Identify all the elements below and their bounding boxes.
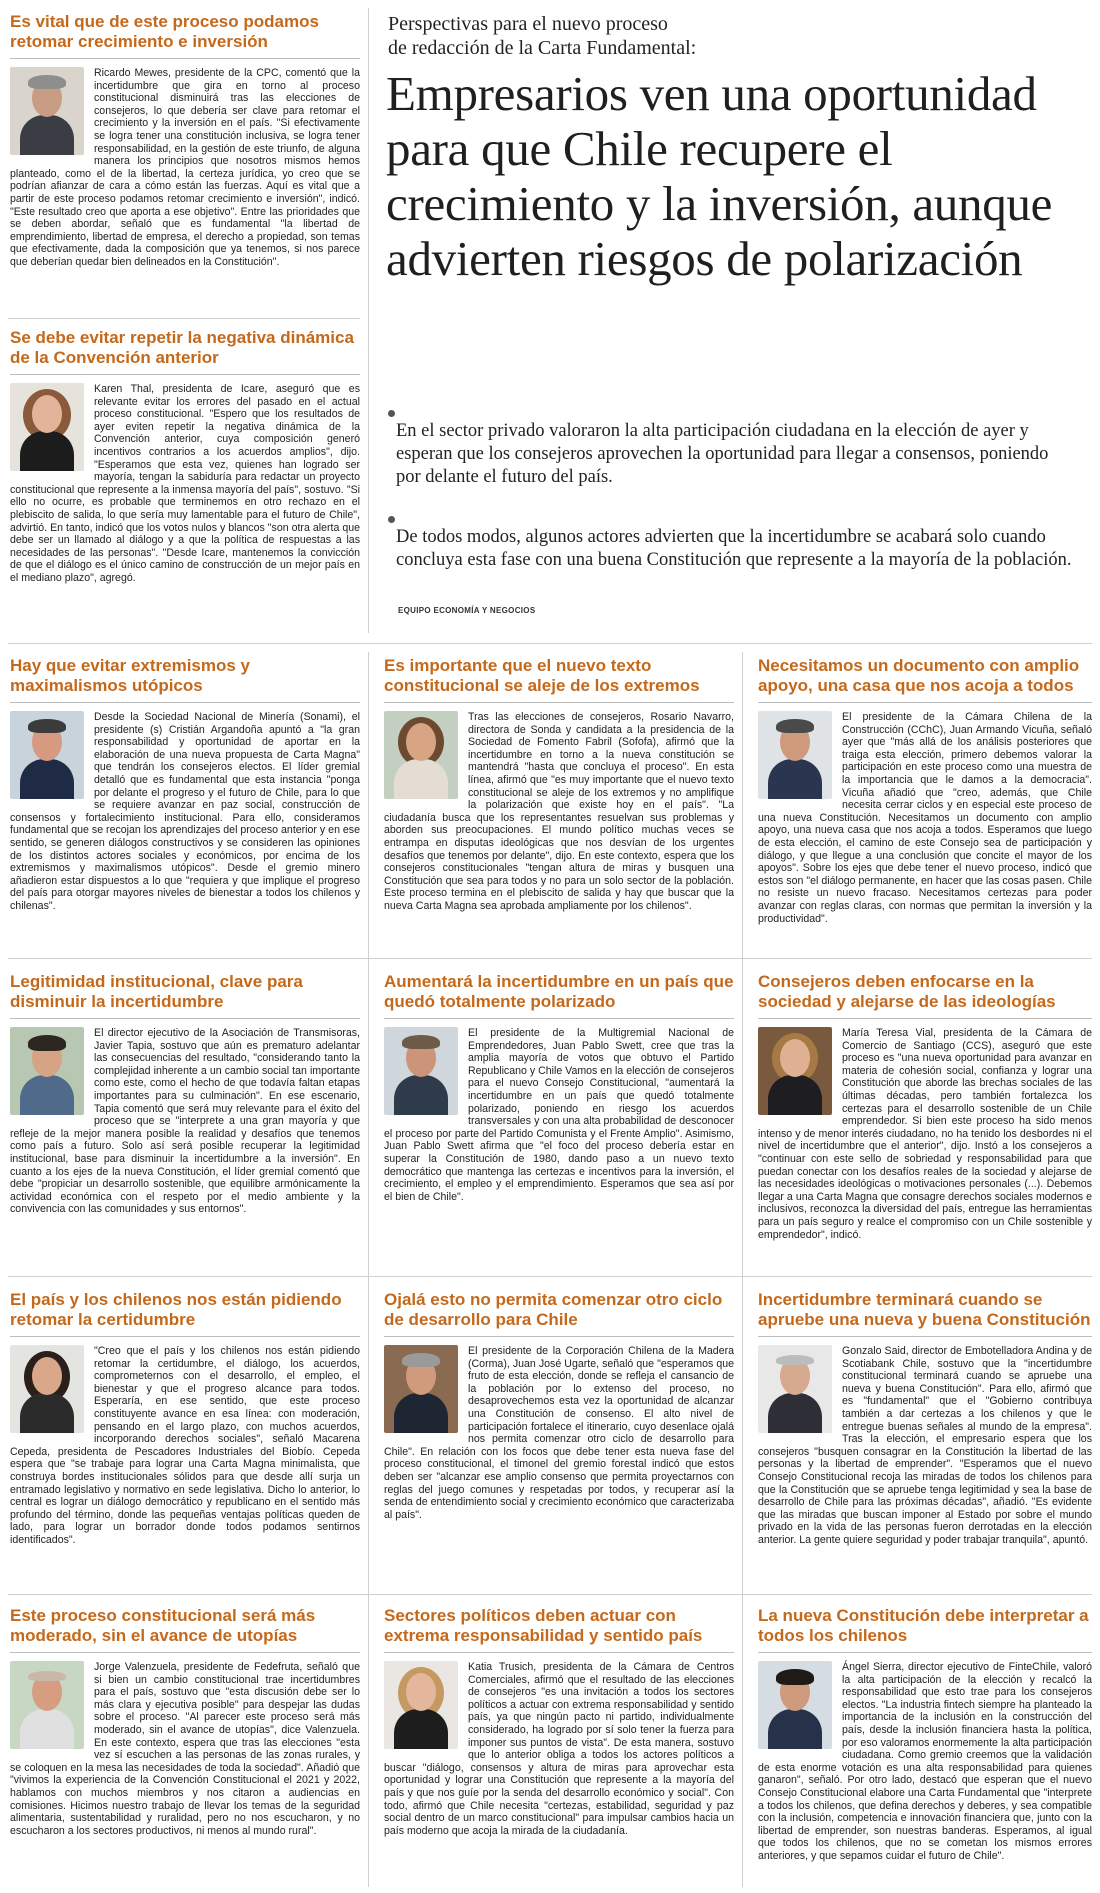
title-rule — [384, 1652, 734, 1653]
title-rule — [10, 1018, 360, 1019]
title-rule — [758, 702, 1092, 703]
story-text: Katia Trusich, presidenta de la Cámara de Centros Comerciales, afirmó que el resultado de las elecciones de consejeros "es una invitación a todos los sectores políticos a actuar con extrema responsabilidad y sentido país, ya que ningún pacto ni partido, individualmente considerado, ha logrado por sí solo tener la fuerza para imponer sus puntos de vista". De esta manera, sostuvo que lo anterior obliga a todos los actores políticos a buscar "diálogo, consensos y altura de miras para aprovechar esta oportunidad y lograr una Constitución que represente a la mayoría del país y que nos guíe por la senda del desarrollo económico y social". Con todo, afirmó que Chile necesita "certezas, estabilidad, seguridad y paz social dentro de un marco constitucional" para impulsar cambios hacia un país moderno que acoja la mirada de la ciudadanía. — [384, 1661, 734, 1837]
story — [384, 1606, 734, 1890]
row-divider — [8, 1594, 1092, 1595]
title-rule — [758, 1018, 1092, 1019]
deck-1: En el sector privado valoraron la alta participación ciudadana en la elección de ayer y esperan que los consejeros aprovechen la oportunidad para llegar a consensos, poniendo por delante el futuro del país. — [396, 421, 1049, 487]
story — [758, 1606, 1092, 1890]
column-divider — [368, 652, 369, 1887]
story — [758, 1290, 1092, 1588]
story-title: Sectores políticos deben actuar con extrema responsabilidad y sentido país — [384, 1606, 703, 1645]
story — [384, 656, 734, 952]
title-rule — [758, 1336, 1092, 1337]
story — [10, 972, 360, 1270]
story-title: Ojalá esto no permita comenzar otro ciclo de desarrollo para Chile — [384, 1290, 723, 1329]
kicker-line-2: de redacción de la Carta Fundamental: — [388, 37, 697, 59]
story — [10, 656, 360, 952]
kicker-line-1: Perspectivas para el nuevo proceso — [388, 13, 668, 35]
story — [10, 12, 360, 312]
story-text: El director ejecutivo de la Asociación de Transmisoras, Javier Tapia, sostuvo que aún es prematuro adelantar las consecuencias del resultado, "considerando tanto la complejidad inherente a un cambio social tan importante como este, como el hecho de que todavía faltan etapas importantes para su culminación". En ese escenario, Tapia comentó que será muy relevante para el éxito del proceso que se "interprete a una gran mayoría y que refleje de la mejor manera posible la realidad y desafíos que tenemos como país a futuro. Solo así será posible recuperar la legitimidad institucional, base para disminuir la incertidumbre a la inversión". En cuanto a los ejes de la nueva Constitución, el líder gremial comentó que debe "propiciar un desarrollo sostenible, que equilibre armónicamente la actividad económica con el respeto por el medio ambiente y la convivencia con las comunidades y sus entornos". — [10, 1027, 360, 1216]
column-divider — [368, 8, 369, 633]
portrait-photo — [758, 1345, 832, 1433]
story-text: Desde la Sociedad Nacional de Minería (Sonami), el presidente (s) Cristián Argandoña apuntó a "la gran responsabilidad y oportunidad de aportar en la elaboración de una nueva propuesta de Carta Magna" que tendrán los consejeros electos. El líder gremial detalló que es fundamental que esta instancia "ponga por delante el progreso y el futuro de Chile, para lo que se requiere avanzar en paz social, construcción de consensos y fortalecimiento institucional. Para ello, consideramos fundamental que se recojan los aprendizajes del proceso anterior y en ese sentido, se generen diálogos constructivos y se consideren las opiniones de los distintos actores sociales y económicos, por encima de los extremismos y maximalismos utópicos". Desde el gremio minero añadieron estar dispuestos a lo que "requiera y que implique el progreso del país para otorgar mayores niveles de bienestar a todos los chilenos y chilenas". — [10, 711, 360, 912]
story-text: Ángel Sierra, director ejecutivo de FinteChile, valoró la alta participación de la elección y recalcó la responsabilidad que esto trae para los consejeros electos. "La industria fintech siempre ha planteado la importancia de la inclusión en la construcción del país, desde la inclusión financiera hasta la política, por eso valoramos enormemente la alta participación ciudadana. Como gremio creemos que la validación de esta enorme votación es una alta responsabilidad para quienes ganaron", señaló. Por otro lado, destacó que esperan que el nuevo Consejo Constitucional elabore una Carta Fundamental que "interprete a todos los chilenos, que defina derechos y deberes, y sea compatible con la inclusión, competencia e innovación financiera que, junto con la libertad de emprender, son nuestras banderas. Esperamos, al igual que todos los chilenos, que no se cometan los mismos errores anteriores, y que sepamos cuidar el futuro de Chile". — [758, 1661, 1092, 1862]
story — [384, 1290, 734, 1588]
title-rule — [10, 1652, 360, 1653]
portrait-photo — [10, 67, 84, 155]
story-text: El presidente de la Multigremial Nacional de Emprendedores, Juan Pablo Swett, cree que tras la amplia mayoría de votos que obtuvo el Partido Republicano y Chile Vamos en la elección de consejeros para el nuevo Consejo Constitucional, "aumentará la incertidumbre en un país que quedó totalmente polarizado, poniendo en riesgo los acuerdos transversales y con una alta probabilidad de desconocer el proceso por parte del Partido Comunista y el Frente Amplio". Asimismo, Juan Pablo Swett afirma que "el foco del proceso debería estar en superar la Constitución de 1980, dando paso a un nuevo texto democrático que mantenga las certezas e incentivos para la inversión, el crecimiento, el empleo y el emprendimiento. Esperamos que sea así por el bien de Chile". — [384, 1027, 734, 1203]
row-divider — [8, 958, 1092, 959]
row-divider — [8, 318, 360, 319]
portrait-photo — [10, 1661, 84, 1749]
headline: Empresarios ven una oportunidad para que Chile recupere el crecimiento y la inversión, aunque advierten riesgos de polarización — [386, 66, 1053, 286]
story-title: Es importante que el nuevo texto constitucional se aleje de los extremos — [384, 656, 700, 695]
portrait-photo — [10, 383, 84, 471]
story-title: Legitimidad institucional, clave para disminuir la incertidumbre — [10, 972, 303, 1011]
story-title: La nueva Constitución debe interpretar a todos los chilenos — [758, 1606, 1089, 1645]
story-title: Incertidumbre terminará cuando se apruebe una nueva y buena Constitución — [758, 1290, 1091, 1329]
story — [10, 328, 360, 638]
portrait-photo — [10, 1345, 84, 1433]
title-rule — [10, 702, 360, 703]
portrait-photo — [10, 711, 84, 799]
story-text: Tras las elecciones de consejeros, Rosario Navarro, directora de Sonda y candidata a la presidencia de la Sociedad de Fomento Fabril (Sofofa), afirmó que la incertidumbre en torno a la nueva constitución se mantendrá "hasta que concluya el proceso". En esta línea, afirmó que "es muy importante que el nuevo texto constitucional se aleje de los extremos y no amplifique la polarización que existe hoy en el país". "La ciudadanía busca que los representantes resuelvan sus problemas y aborden sus preocupaciones. El mundo político muchas veces se entrampa en disputas ideológicas que nos desvían de los urgentes desafíos que tenemos por delante", dijo. En este contexto, espera que los consejeros constitucionales "tengan altura de miras y busquen una Constitución que sea para todos y no para un solo sector de la población. Este proceso termina en el plebiscito de salida y hay que buscar que la nueva Carta Magna sea aprobada ampliamente por los chilenos". — [384, 711, 734, 912]
deck-2: De todos modos, algunos actores advierten que la incertidumbre se acabará solo cuando concluya esta fase con una buena Constitución que represente a la mayoría de la población. — [396, 527, 1072, 570]
story-text: Karen Thal, presidenta de Icare, aseguró que es relevante evitar los errores del pasado en el actual proceso constitucional. "Espero que los resultados de ayer eviten repetir la negativa dinámica de la Convención anterior, cuya composición generó incentivos contrarios a los acuerdos amplios", dijo. "Esperamos que esta vez, quienes han logrado ser mayoría, tengan la sabiduría para redactar un proyecto constitucional que represente a la inmensa mayoría del país", sostuvo. "Si ello no ocurre, es probable que terminemos en otro rechazo en el plebiscito de salida, lo que sería muy lamentable para el futuro de Chile", advirtió. En tanto, indicó que los votos nulos y blancos "son otra alerta que debe ser un llamado al diálogo y a que la política de respuestas a las necesidades de las personas". "Desde Icare, mantenemos la convicción de que el diálogo es el único camino de construcción de un mejor país en el mediano plazo", agregó. — [10, 383, 360, 584]
story-text: "Creo que el país y los chilenos nos están pidiendo retomar la certidumbre, el diálogo, los acuerdos, comprometernos con el desarrollo, el empleo, el bienestar y que el progreso alcance para todos. Esperaría, en ese sentido, que este proceso constituyente avance en esa línea: con moderación, pensando en el largo plazo, con muchos acuerdos, incorporando derechos sociales", señaló Macarena Cepeda, presidenta de Pescadores Industriales del Biobío. Cepeda espera que "se trabaje para lograr una Carta Magna minimalista, que construya bordes institucionales sólidos para que desde allí surja un entramado legislativo y normativo en sede legislativa. Dicho lo anterior, lo central es lograr un diálogo democrático y republicano en el sentido más profundo del término, donde las pequeñas ventajas políticas queden de lado, para lograr un borrador donde todos podamos sentirnos identificados". — [10, 1345, 360, 1546]
portrait-photo — [384, 711, 458, 799]
story-title: Hay que evitar extremismos y maximalismos utópicos — [10, 656, 251, 695]
portrait-photo — [758, 1027, 832, 1115]
story-title: Necesitamos un documento con amplio apoyo, una casa que nos acoja a todos — [758, 656, 1080, 695]
story-title: Este proceso constitucional será más moderado, sin el avance de utopías — [10, 1606, 316, 1645]
story-text: Jorge Valenzuela, presidente de Fedefruta, señaló que si bien un cambio constitucional trae incertidumbres para el país, sostuvo que "esta discusión debe ser lo más clara y ejecutiva posible" para despejar las dudas sobre el proceso. "Al parecer este proceso será más moderado, sin el avance de utopías", dice Valenzuela. En este contexto, espera que tras las elecciones "esta vez sí escuchen a las personas de las zonas rurales, y se coloquen en la mesa las necesidades de toda la sociedad". Añadió que "vivimos la experiencia de la Convención Constitucional el 2021 y 2022, hablamos con muchos miembros y nos citaron a audiencias en comisiones. Hicimos nuestro trabajo de llevar los temas de la seguridad alimentaria, sustentabilidad y ruralidad, pero no nos escucharon, y no escucharon a los sectores productivos, ni menos al mundo rural". — [10, 1661, 360, 1837]
title-rule — [384, 1018, 734, 1019]
deck-bullet-2 — [388, 516, 395, 523]
kicker — [388, 12, 1078, 60]
title-rule — [10, 374, 360, 375]
portrait-photo — [384, 1027, 458, 1115]
story — [384, 972, 734, 1270]
portrait-photo — [384, 1345, 458, 1433]
title-rule — [10, 58, 360, 59]
story-text: El presidente de la Corporación Chilena de la Madera (Corma), Juan José Ugarte, señaló que "esperamos que fruto de esta elección, donde se refleja el cansancio de la población por lo extenso del proceso, no desaprovechemos esta vez la oportunidad de alcanzar una Constitución de consenso. El alto nivel de participación fortalece el itinerario, cuyo desenlace ojalá nos permita comenzar otro ciclo de desarrollo para Chile". En relación con los focos que debe tener esta nueva fase del proceso constitucional, el timonel del gremio forestal indicó que estos deben ser "alcanzar ese amplio consenso que permita proyectarnos con reglas del juego comunes y respetadas por todos, y recuperar así la senda de entendimiento social y crecimiento económico que caracterizaba al país". — [384, 1345, 734, 1521]
story — [758, 972, 1092, 1270]
portrait-photo — [758, 711, 832, 799]
title-rule — [10, 1336, 360, 1337]
title-rule — [384, 1336, 734, 1337]
row-divider — [8, 1276, 1092, 1277]
story-text: El presidente de la Cámara Chilena de la Construcción (CChC), Juan Armando Vicuña, señaló ayer que "más allá de los análisis posteriores que traiga esta elección, primero debemos valorar la participación en este proceso como una muestra de la importancia que le damos a la democracia". Vicuña añadió que "creo, además, que Chile necesita cerrar ciclos y en especial este proceso de una nueva Constitución. Necesitamos un documento con amplio apoyo, una nueva casa que nos acoja a todos. Esperamos que luego de esta elección, el camino de este Consejo sea de participación y diálogo, y que llegue a una conclusión que concite el mayor de los apoyos". Sobre los ejes que debe tener el nuevo proceso, indicó que estos son "el diálogo permanente, en hacer que las cosas pasen. Chile no resiste un nuevo fracaso. Necesitamos certezas para poder avanzar con reglas claras, con normas que permitan la inversión y la productividad". — [758, 711, 1092, 925]
portrait-photo — [384, 1661, 458, 1749]
portrait-photo — [758, 1661, 832, 1749]
column-divider — [742, 652, 743, 1887]
story-text: Gonzalo Said, director de Embotelladora Andina y de Scotiabank Chile, sostuvo que la "incertidumbre constitucional terminará cuando se apruebe una nueva y buena Constitución". Para ello, afirmó que es "fundamental" que el "Gobierno contribuya también a dar certezas a los chilenos y que le entregue buenas señales al mundo de la empresa". Tras la elección, el empresario espera que los consejeros "busquen consagrar en la Constitución la libertad de las personas y la libertad de emprender". "Esperamos que el nuevo Consejo Constitucional recoja las miradas de todos los chilenos para que la Constitución que se apruebe tenga legitimidad y sea la base de desarrollo de Chile para las próximas décadas", añadió. "Es evidente que las miradas que buscan imponer al Estado por sobre el mundo privado en la vida de las personas fueron derrotadas en la elección anterior. La gente quiere seguridad y poder trabajar tranquila", apuntó. — [758, 1345, 1092, 1546]
story-title: El país y los chilenos nos están pidiendo retomar la certidumbre — [10, 1290, 342, 1329]
title-rule — [758, 1652, 1092, 1653]
story — [758, 656, 1092, 952]
story-title: Aumentará la incertidumbre en un país que quedó totalmente polarizado — [384, 972, 734, 1011]
byline: EQUIPO ECONOMÍA Y NEGOCIOS — [398, 606, 536, 615]
story — [10, 1606, 360, 1890]
story-text: María Teresa Vial, presidenta de la Cámara de Comercio de Santiago (CCS), aseguró que este proceso es "una nueva oportunidad para avanzar en materia de cohesión social, confianza y lograr una Constitución que aborde las brechas sociales de las últimas décadas, pero también fortalezca los certezas para el desarrollo sostenible de un Chile emprendedor. Si bien este proceso ha sido menos intenso y de menor interés ciudadano, no ha tenido los desbordes ni el nivel de incertidumbre que el anterior", dijo. Instó a los consejeros a "continuar con este sello de sobriedad y responsabilidad para que puedan conectar con los desafíos reales de la sociedad y alejarse de las necesidades ideológicas o motivaciones personales (...). Debemos llegar a una Carta Magna que consagre derechos sociales modernos e inclusivos, reconozca la diversidad del país, entregue las herramientas para un país seguro y realce el compromiso con un Chile sostenible y emprendedor", indicó. — [758, 1027, 1092, 1241]
story — [10, 1290, 360, 1588]
deck-bullet-1 — [388, 410, 395, 417]
portrait-photo — [10, 1027, 84, 1115]
story-title: Se debe evitar repetir la negativa dinámica de la Convención anterior — [10, 328, 354, 367]
title-rule — [384, 702, 734, 703]
story-title: Consejeros deben enfocarse en la sociedad y alejarse de las ideologías — [758, 972, 1056, 1011]
story-text: Ricardo Mewes, presidente de la CPC, comentó que la incertidumbre que gira en torno al proceso constitucional disminuirá tras las elecciones de consejeros, lo que debería ser clave para retomar el crecimiento y la inversión en el país. "Si efectivamente se logra tener una constitución inclusiva, se logra tener responsabilidad, en la gestión de este triunfo, de alguna manera los principios que nosotros mismos hemos planteado, como el de la libertad, la certeza jurídica, yo creo que se podrían afianzar de cara a cómo están las fuerzas. Aquí es vital que a partir de este proceso podamos retomar crecimiento e inversión", indicó. "Este resultado creo que aporta a ese objetivo". Entre las prioridades que se deben abordar, señaló que es fundamental "la libertad de emprendimiento, libertad de empresa, el derecho a propiedad, son temas que efectivamente, dada la composición que ya tenemos, si nos parece que deberían quedar bien delineados en la Constitución". — [10, 67, 360, 268]
story-title: Es vital que de este proceso podamos retomar crecimiento e inversión — [10, 12, 319, 51]
row-divider — [8, 643, 1092, 644]
